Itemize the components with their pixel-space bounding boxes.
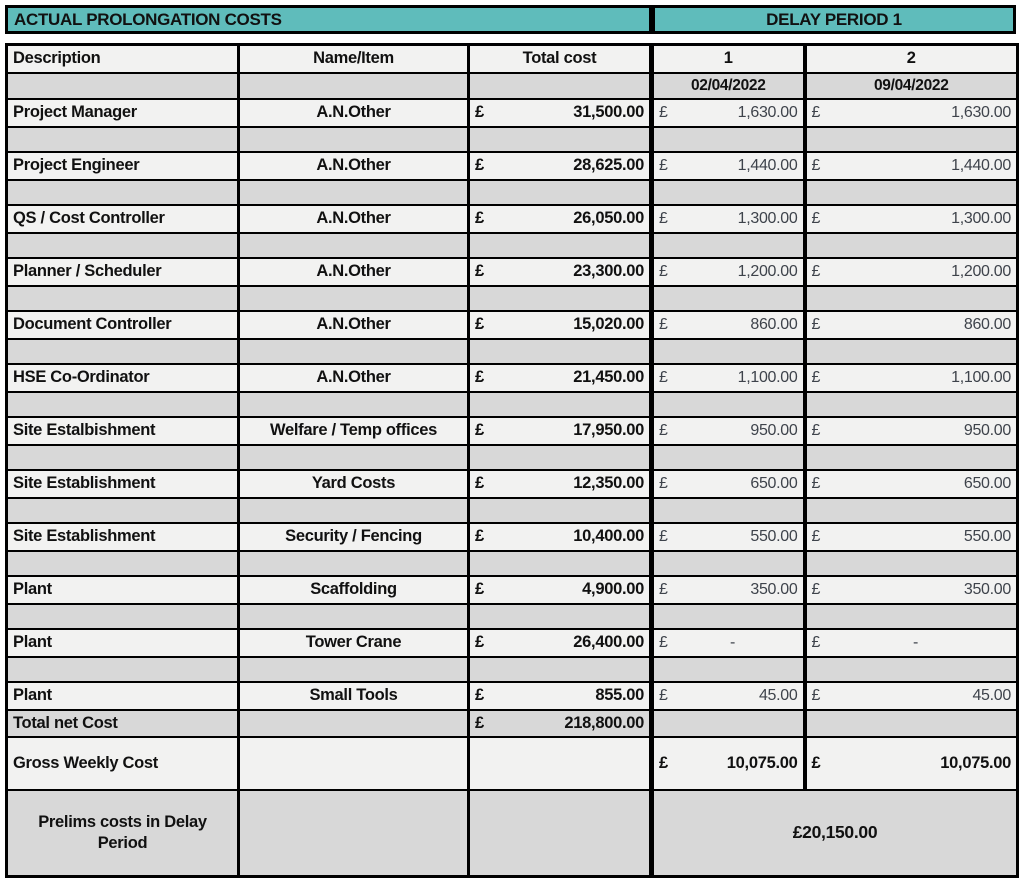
gross-weekly-cost-row (7, 737, 1018, 790)
spacer-cell (239, 657, 469, 682)
spacer-cell (7, 180, 239, 205)
week1-cost-cell[interactable] (652, 470, 805, 498)
currency-symbol: £ (659, 474, 668, 492)
total-cost-cell[interactable] (469, 470, 652, 498)
section-title-delay-period: DELAY PERIOD 1 (651, 5, 1016, 34)
empty-cell[interactable] (7, 73, 239, 99)
cost-row (7, 364, 1018, 392)
week1-cost-cell[interactable] (652, 364, 805, 392)
total-cost-cell[interactable] (469, 364, 652, 392)
gross-weekly-week1[interactable] (652, 737, 805, 790)
name-item-cell[interactable]: A.N.Other (239, 99, 469, 127)
name-item-cell[interactable]: Welfare / Temp offices (239, 417, 469, 445)
total-cost-cell[interactable] (469, 417, 652, 445)
currency-symbol: £ (811, 103, 821, 121)
date-row (7, 73, 1018, 99)
spacer-cell (239, 339, 469, 364)
spacer-row (7, 286, 1018, 311)
empty-cell[interactable] (239, 737, 469, 790)
amount-text: 4,900.00 (582, 580, 644, 598)
currency-symbol: £ (659, 315, 668, 333)
amount-text: 1,200.00 (737, 262, 798, 280)
amount-text: 950.00 (963, 421, 1011, 439)
gross-weekly-cost-label[interactable]: Gross Weekly Cost (7, 737, 239, 790)
cost-row (7, 99, 1018, 127)
description-cell[interactable]: Plant (7, 682, 239, 710)
spacer-cell (469, 127, 652, 152)
week2-cost-cell[interactable] (805, 470, 1018, 498)
spacer-cell (805, 498, 1018, 523)
currency-symbol: £ (811, 156, 821, 174)
currency-symbol: £ (659, 103, 668, 121)
amount-text: 12,350.00 (573, 474, 644, 492)
description-cell[interactable]: Project Engineer (7, 152, 239, 180)
amount-text: 23,300.00 (573, 262, 644, 280)
amount-text: 1,100.00 (951, 368, 1011, 386)
week1-cost-cell[interactable] (652, 99, 805, 127)
week2-cost-cell[interactable] (805, 205, 1018, 233)
cost-row (7, 682, 1018, 710)
cost-row (7, 258, 1018, 286)
spacer-row (7, 498, 1018, 523)
spacer-row (7, 445, 1018, 470)
amount-text: 860.00 (750, 315, 798, 333)
currency-symbol: £ (811, 368, 821, 386)
currency-symbol: £ (659, 156, 668, 174)
prelims-row (7, 790, 1018, 877)
name-item-cell[interactable]: Tower Crane (239, 629, 469, 657)
empty-cell[interactable] (469, 73, 652, 99)
week2-cost-cell[interactable] (805, 152, 1018, 180)
currency-symbol: £ (811, 262, 821, 280)
currency-symbol: £ (811, 474, 821, 492)
amount-text: 1,440.00 (737, 156, 798, 174)
spacer-cell (239, 127, 469, 152)
spacer-cell (7, 551, 239, 576)
spacer-cell (805, 392, 1018, 417)
spacer-cell (652, 392, 805, 417)
spacer-cell (652, 233, 805, 258)
column-header-name-item[interactable]: Name/Item (239, 45, 469, 73)
currency-symbol: £ (475, 474, 484, 492)
spacer-cell (652, 445, 805, 470)
total-cost-cell[interactable] (469, 152, 652, 180)
week1-cost-cell[interactable] (652, 417, 805, 445)
week1-cost-cell[interactable] (652, 152, 805, 180)
cost-row (7, 205, 1018, 233)
empty-cell[interactable] (805, 710, 1018, 737)
spacer-cell (239, 604, 469, 629)
spacer-cell (7, 445, 239, 470)
name-item-cell[interactable]: Yard Costs (239, 470, 469, 498)
week1-cost-cell[interactable] (652, 682, 805, 710)
spacer-row (7, 657, 1018, 682)
name-item-cell[interactable]: Scaffolding (239, 576, 469, 604)
total-cost-cell[interactable] (469, 311, 652, 339)
spacer-cell (469, 339, 652, 364)
cost-row (7, 311, 1018, 339)
currency-symbol: £ (475, 686, 484, 704)
week1-cost-cell[interactable] (652, 576, 805, 604)
spacer-cell (469, 445, 652, 470)
spacer-cell (805, 604, 1018, 629)
total-cost-cell[interactable] (469, 629, 652, 657)
empty-cell[interactable] (239, 710, 469, 737)
spacer-cell (7, 498, 239, 523)
amount-text: 1,200.00 (951, 262, 1011, 280)
currency-symbol: £ (659, 686, 668, 704)
currency-symbol: £ (811, 209, 821, 227)
cost-row (7, 576, 1018, 604)
spacer-cell (652, 551, 805, 576)
column-header-total-cost[interactable]: Total cost (469, 45, 652, 73)
description-cell[interactable]: Plant (7, 629, 239, 657)
description-cell[interactable]: Plant (7, 576, 239, 604)
empty-cell[interactable] (239, 73, 469, 99)
spacer-cell (805, 339, 1018, 364)
spacer-cell (469, 498, 652, 523)
currency-symbol: £ (659, 262, 668, 280)
amount-text: 45.00 (758, 686, 798, 704)
name-item-cell[interactable]: A.N.Other (239, 311, 469, 339)
description-cell[interactable]: Project Manager (7, 99, 239, 127)
amount-text: 860.00 (963, 315, 1011, 333)
spacer-cell (805, 286, 1018, 311)
amount-text: - (913, 633, 919, 651)
description-cell[interactable]: QS / Cost Controller (7, 205, 239, 233)
spacer-cell (805, 657, 1018, 682)
currency-symbol: £ (811, 633, 821, 651)
currency-symbol: £ (475, 262, 484, 280)
amount-text: 350.00 (750, 580, 798, 598)
week1-cost-cell[interactable] (652, 629, 805, 657)
currency-symbol: £ (475, 633, 484, 651)
spacer-cell (469, 286, 652, 311)
spacer-cell (805, 180, 1018, 205)
spacer-cell (7, 233, 239, 258)
amount-text: 855.00 (595, 686, 644, 704)
spacer-cell (239, 286, 469, 311)
spacer-cell (469, 233, 652, 258)
spacer-cell (469, 604, 652, 629)
cost-row (7, 417, 1018, 445)
spacer-cell (239, 551, 469, 576)
description-cell[interactable]: Site Establishment (7, 523, 239, 551)
spacer-cell (7, 127, 239, 152)
cost-row (7, 523, 1018, 551)
amount-text: 1,630.00 (737, 103, 798, 121)
total-cost-cell[interactable] (469, 523, 652, 551)
spacer-row (7, 392, 1018, 417)
currency-symbol: £ (475, 209, 484, 227)
spacer-row (7, 339, 1018, 364)
spacer-cell (239, 180, 469, 205)
week2-date[interactable]: 09/04/2022 (805, 73, 1018, 99)
spacer-cell (469, 180, 652, 205)
spacer-cell (469, 392, 652, 417)
currency-symbol: £ (659, 753, 668, 772)
column-header-description[interactable]: Description (7, 45, 239, 73)
name-item-cell[interactable]: A.N.Other (239, 364, 469, 392)
spacer-cell (805, 445, 1018, 470)
column-header-week2[interactable]: 2 (805, 45, 1018, 73)
description-cell[interactable]: Site Establishment (7, 470, 239, 498)
total-net-cost-label[interactable]: Total net Cost (7, 710, 239, 737)
week2-cost-cell[interactable] (805, 576, 1018, 604)
week2-cost-cell[interactable] (805, 523, 1018, 551)
total-net-cost-amount[interactable] (469, 710, 652, 737)
currency-symbol: £ (811, 527, 821, 545)
spacer-row (7, 180, 1018, 205)
total-cost-cell[interactable] (469, 682, 652, 710)
currency-symbol: £ (475, 315, 484, 333)
spacer-cell (652, 180, 805, 205)
amount-text: 45.00 (972, 686, 1011, 704)
amount-text: 218,800.00 (564, 713, 644, 732)
total-cost-cell[interactable] (469, 99, 652, 127)
description-cell[interactable]: HSE Co-Ordinator (7, 364, 239, 392)
amount-text: 1,630.00 (951, 103, 1011, 121)
band-gap (5, 34, 1016, 43)
spacer-cell (7, 392, 239, 417)
spacer-cell (469, 657, 652, 682)
total-cost-cell[interactable] (469, 205, 652, 233)
description-cell[interactable]: Site Estalbishment (7, 417, 239, 445)
week2-cost-cell[interactable] (805, 311, 1018, 339)
amount-text: 1,300.00 (737, 209, 798, 227)
empty-cell[interactable] (469, 737, 652, 790)
currency-symbol: £ (659, 633, 668, 651)
currency-symbol: £ (811, 421, 821, 439)
amount-text: 10,400.00 (573, 527, 644, 545)
amount-text: 550.00 (963, 527, 1011, 545)
total-cost-cell[interactable] (469, 258, 652, 286)
amount-text: 650.00 (750, 474, 798, 492)
spacer-cell (469, 551, 652, 576)
week1-cost-cell[interactable] (652, 523, 805, 551)
amount-text: 21,450.00 (573, 368, 644, 386)
spacer-cell (239, 445, 469, 470)
currency-symbol: £ (475, 421, 484, 439)
amount-text: 1,100.00 (737, 368, 798, 386)
spacer-cell (652, 339, 805, 364)
prelims-total-amount[interactable]: £20,150.00 (652, 790, 1018, 877)
currency-symbol: £ (659, 527, 668, 545)
spacer-cell (7, 657, 239, 682)
week1-cost-cell[interactable] (652, 258, 805, 286)
spacer-cell (805, 551, 1018, 576)
section-title-actual-costs: ACTUAL PROLONGATION COSTS (5, 5, 651, 34)
currency-symbol: £ (659, 368, 668, 386)
cost-rows (7, 99, 1018, 710)
amount-text: 10,075.00 (726, 753, 798, 772)
week2-cost-cell[interactable] (805, 417, 1018, 445)
amount-text: 1,300.00 (951, 209, 1011, 227)
amount-text: 1,440.00 (951, 156, 1011, 174)
spacer-cell (652, 498, 805, 523)
spacer-cell (7, 339, 239, 364)
currency-symbol: £ (659, 421, 668, 439)
spacer-cell (7, 286, 239, 311)
cost-row (7, 470, 1018, 498)
currency-symbol: £ (475, 527, 484, 545)
description-cell[interactable]: Planner / Scheduler (7, 258, 239, 286)
name-item-cell[interactable]: Security / Fencing (239, 523, 469, 551)
cost-row (7, 152, 1018, 180)
spacer-cell (652, 127, 805, 152)
amount-text: 550.00 (750, 527, 798, 545)
title-band (5, 5, 1016, 34)
currency-symbol: £ (811, 753, 821, 772)
name-item-cell[interactable]: Small Tools (239, 682, 469, 710)
empty-cell[interactable] (239, 790, 469, 877)
amount-text: 28,625.00 (573, 156, 644, 174)
currency-symbol: £ (475, 580, 484, 598)
spacer-cell (7, 604, 239, 629)
gross-weekly-week2[interactable] (805, 737, 1018, 790)
spacer-row (7, 127, 1018, 152)
spacer-cell (652, 657, 805, 682)
amount-text: 350.00 (963, 580, 1011, 598)
amount-text: 10,075.00 (940, 753, 1011, 772)
column-header-week1[interactable]: 1 (652, 45, 805, 73)
costs-table (5, 43, 1019, 878)
spacer-cell (805, 233, 1018, 258)
amount-text: 650.00 (963, 474, 1011, 492)
week1-cost-cell[interactable] (652, 311, 805, 339)
week2-cost-cell[interactable] (805, 258, 1018, 286)
amount-text: 26,050.00 (573, 209, 644, 227)
currency-symbol: £ (475, 103, 484, 121)
total-cost-cell[interactable] (469, 576, 652, 604)
column-header-row (7, 45, 1018, 73)
currency-symbol: £ (475, 368, 484, 386)
week2-cost-cell[interactable] (805, 99, 1018, 127)
week1-date[interactable]: 02/04/2022 (652, 73, 805, 99)
spacer-cell (239, 233, 469, 258)
empty-cell[interactable] (652, 710, 805, 737)
spacer-row (7, 604, 1018, 629)
cost-row (7, 629, 1018, 657)
amount-text: - (730, 633, 736, 651)
spacer-row (7, 233, 1018, 258)
currency-symbol: £ (659, 580, 668, 598)
week2-cost-cell[interactable] (805, 629, 1018, 657)
amount-text: 15,020.00 (573, 315, 644, 333)
currency-symbol: £ (475, 713, 484, 732)
currency-symbol: £ (475, 156, 484, 174)
name-item-cell[interactable]: A.N.Other (239, 258, 469, 286)
description-cell[interactable]: Document Controller (7, 311, 239, 339)
currency-symbol: £ (811, 315, 821, 333)
prelims-label[interactable]: Prelims costs in Delay Period (7, 790, 239, 877)
spacer-cell (805, 127, 1018, 152)
amount-text: 17,950.00 (573, 421, 644, 439)
name-item-cell[interactable]: A.N.Other (239, 152, 469, 180)
currency-symbol: £ (811, 686, 821, 704)
amount-text: 950.00 (750, 421, 798, 439)
name-item-cell[interactable]: A.N.Other (239, 205, 469, 233)
currency-symbol: £ (659, 209, 668, 227)
week2-cost-cell[interactable] (805, 682, 1018, 710)
spacer-cell (239, 498, 469, 523)
week1-cost-cell[interactable] (652, 205, 805, 233)
week2-cost-cell[interactable] (805, 364, 1018, 392)
spacer-row (7, 551, 1018, 576)
empty-cell[interactable] (469, 790, 652, 877)
amount-text: 31,500.00 (573, 103, 644, 121)
total-net-cost-row (7, 710, 1018, 737)
spacer-cell (239, 392, 469, 417)
spacer-cell (652, 286, 805, 311)
amount-text: 26,400.00 (573, 633, 644, 651)
spacer-cell (652, 604, 805, 629)
currency-symbol: £ (811, 580, 821, 598)
